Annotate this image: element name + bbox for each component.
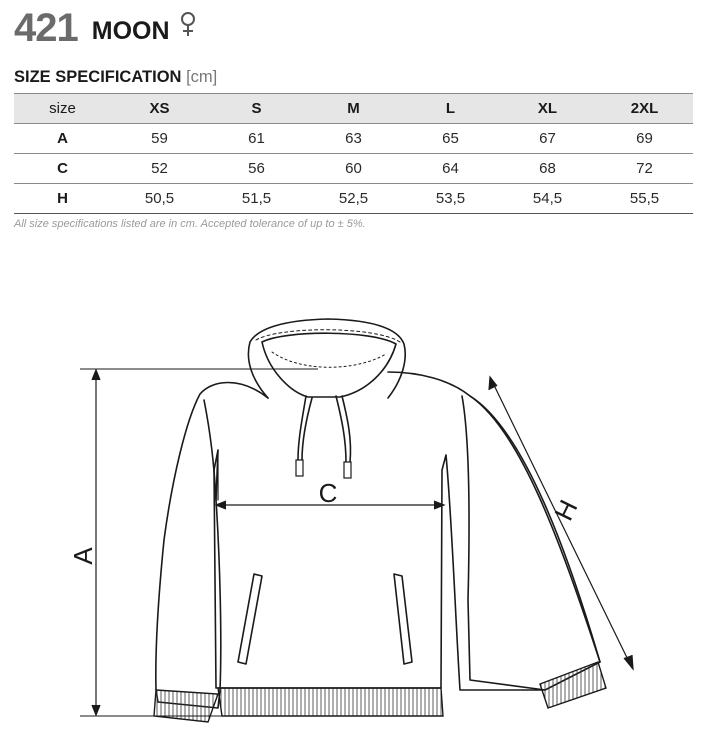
size-header-cell: XL [499,94,596,124]
table-cell: 54,5 [499,184,596,214]
dimension-label-a: A [68,547,98,565]
hood-seam [256,330,400,342]
left-cuff-rib [154,690,218,722]
dimension-label-h: H [548,495,584,526]
table-cell: 55,5 [596,184,693,214]
table-cell: 64 [402,154,499,184]
row-label: A [14,124,111,154]
table-cell: 61 [208,124,305,154]
dimension-label-c: C [318,478,338,508]
right-cuff-rib [540,662,606,708]
table-cell: 72 [596,154,693,184]
hood-outline [248,319,405,398]
drawstring-tip [296,460,303,476]
hem-rib [218,688,443,716]
dimension-a [80,369,318,716]
neck-trim [272,352,386,367]
product-code: 421 [14,5,78,50]
size-column-label: size [14,94,111,124]
right-pocket [394,574,412,664]
hoodie-body [156,372,600,708]
table-cell: 60 [305,154,402,184]
size-header-cell: S [208,94,305,124]
size-header-cell: M [305,94,402,124]
product-name: MOON [91,16,170,45]
right-sleeve [462,396,545,690]
table-cell: 50,5 [111,184,208,214]
table-cell: 67 [499,124,596,154]
size-header-cell: 2XL [596,94,693,124]
table-cell: 59 [111,124,208,154]
row-label: C [14,154,111,184]
table-cell: 52 [111,154,208,184]
table-cell: 51,5 [208,184,305,214]
row-label: H [14,184,111,214]
table-cell: 63 [305,124,402,154]
size-header-cell: XS [111,94,208,124]
table-cell: 69 [596,124,693,154]
left-pocket [238,574,262,664]
spec-title-text: SIZE SPECIFICATION [14,68,182,86]
spec-unit: [cm] [186,68,218,86]
drawstring-tip [344,462,351,478]
table-cell: 68 [499,154,596,184]
table-cell: 52,5 [305,184,402,214]
table-cell: 65 [402,124,499,154]
size-header-cell: L [402,94,499,124]
table-cell: 53,5 [402,184,499,214]
hood-opening [262,333,396,397]
dimension-h [489,377,633,669]
table-cell: 56 [208,154,305,184]
right-sleeve-outer [470,396,600,662]
tolerance-note: All size specifications listed are in cm. Accepted tolerance of up to ± 5%. [14,218,366,230]
